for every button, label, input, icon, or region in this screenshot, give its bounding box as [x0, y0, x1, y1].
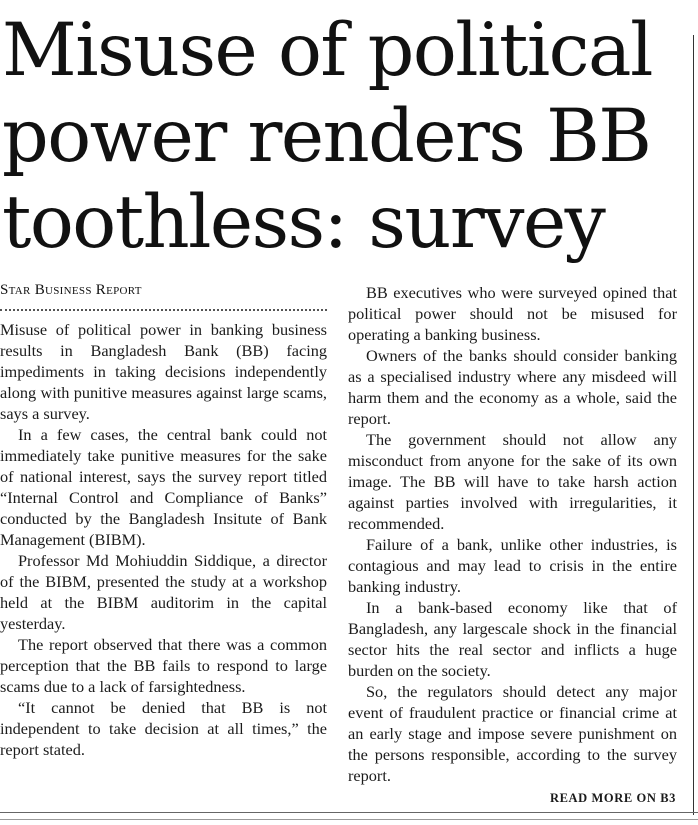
paragraph: “It cannot be denied that BB is not independent to take decision at all times,” the report stated.: [0, 698, 327, 759]
bottom-divider: [0, 819, 698, 820]
right-column: [348, 282, 677, 786]
headline-line: power renders BB: [2, 94, 651, 179]
byline-divider: [0, 309, 327, 311]
paragraph: Professor Md Mohiuddin Siddique, a director of the BIBM, presented the study at a workshop held at the BIBM auditorim in the capital yesterday.: [0, 551, 327, 633]
paragraph: So, the regulators should detect any major event of fraudulent practice or financial crime at an early stage and impose severe punishment on the persons responsible, according to the survey report.: [348, 682, 677, 785]
bottom-divider: [0, 812, 698, 813]
headline-line: toothless: survey: [2, 180, 605, 265]
paragraph: Failure of a bank, unlike other industries, is contagious and may lead to crisis in the entire banking industry.: [348, 535, 677, 596]
byline: Star Business Report: [0, 282, 142, 298]
paragraph: In a bank-based economy like that of Bangladesh, any largescale shock in the financial sector hits the real sector and inflicts a huge burden on the society.: [348, 598, 677, 680]
paragraph: The report observed that there was a common perception that the BB fails to respond to large scams due to a lack of farsightedness.: [0, 635, 327, 696]
headline-line: Misuse of political: [2, 8, 652, 93]
headline: [2, 8, 692, 266]
read-more-link[interactable]: READ MORE ON B3: [549, 791, 676, 805]
paragraph: Owners of the banks should consider banking as a specialised industry where any misdeed will harm them and the economy as a whole, said the report.: [348, 346, 677, 428]
paragraph: BB executives who were surveyed opined that political power should not be misused for operating a banking business.: [348, 283, 677, 344]
paragraph: Misuse of political power in banking business results in Bangladesh Bank (BB) facing impediments in taking decisions independently along with punitive measures against large scams, says a survey.: [0, 320, 327, 423]
paragraph: In a few cases, the central bank could not immediately take punitive measures for the sake of national interest, says the survey report titled “Internal Control and Compliance of Banks” conducted by the Bangladesh Insitute of Bank Management (BIBM).: [0, 425, 327, 549]
paragraph: The government should not allow any misconduct from anyone for the sake of its own image. The BB will have to take harsh action against parties involved with irregularities, it recommended.: [348, 430, 677, 533]
column-divider: [693, 35, 694, 815]
left-column: [0, 319, 327, 760]
